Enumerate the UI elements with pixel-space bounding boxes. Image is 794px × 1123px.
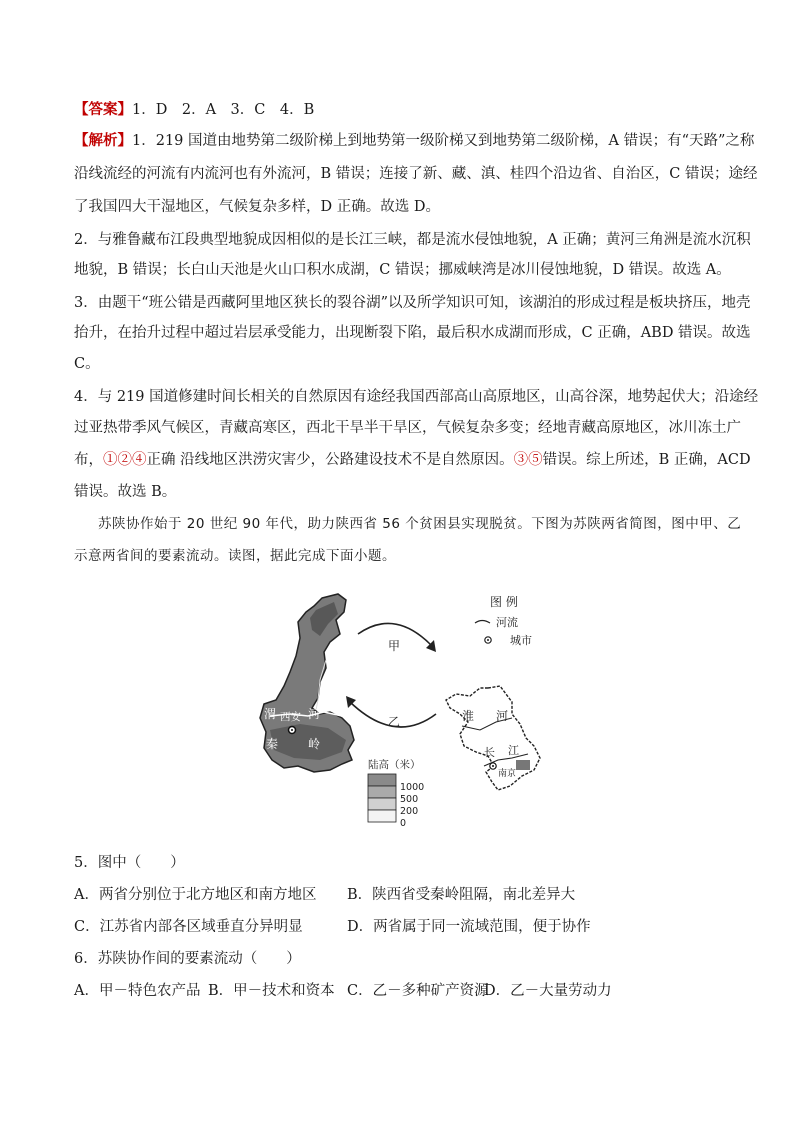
q6-option-a: A．甲－特色农产品 (74, 983, 201, 999)
elev-band-0 (368, 810, 396, 822)
nanjing-label: 南京 (498, 769, 517, 779)
he-label-1: 河 (308, 707, 321, 721)
analysis-tag: 【解析】 (74, 132, 132, 149)
analysis-line-3: 了我国四大干湿地区，气候复杂多样，D 正确。故选 D。 (74, 199, 440, 215)
analysis-line-12: 错误。故选 B。 (74, 484, 177, 500)
legend-river-symbol (475, 621, 490, 624)
q6-stem: 6．苏陕协作间的要素流动（ ） (74, 951, 301, 967)
answer-tag: 【答案】 (74, 101, 132, 118)
analysis-line-5: 地貌，B 错误；长白山天池是火山口积水成湖，C 错误；挪威峡湾是冰川侵蚀地貌，D 错误。故选 A。 (74, 262, 731, 278)
wei-label: 渭 (264, 707, 277, 721)
answer-text: 1．D 2．A 3．C 4．B (132, 102, 315, 118)
legend-river-label: 河流 (496, 616, 518, 629)
answer-line (74, 99, 724, 121)
intro-line-1: 苏陕协作始于 20 世纪 90 年代，助力陕西省 56 个贫困县实现脱贫。下图为苏陕两省简图，图中甲、乙 (98, 516, 742, 532)
qin-label: 秦 (266, 737, 279, 751)
q5-option-c: C．江苏省内部各区域垂直分异明显 (74, 919, 303, 935)
huai-label: 淮 (462, 709, 475, 723)
elev-tick-200: 200 (400, 806, 419, 817)
q5-option-d: D．两省属于同一流域范围，便于协作 (347, 919, 591, 935)
line11-pre: 布， (74, 452, 103, 468)
yi-label: 乙 (388, 715, 401, 729)
analysis-text-1: 1．219 国道由地势第二级阶梯上到地势第一级阶梯又到地势第二级阶梯，A 错误；有“天路”之称 (132, 133, 755, 149)
su-shaan-map (250, 590, 550, 840)
elev-tick-500: 500 (400, 794, 419, 805)
analysis-line-7: 抬升，在抬升过程中超过岩层承受能力，出现断裂下陷，最后积水成湖而形成，C 正确，ABD 错误。故选 (74, 325, 751, 341)
line11-mid: 正确 沿线地区洪涝灾害少，公路建设技术不是自然原因。 (146, 452, 514, 468)
elev-tick-1000: 1000 (400, 782, 425, 793)
analysis-line-8: C。 (74, 356, 100, 372)
q6-option-b: B．甲－技术和资本 (208, 983, 335, 999)
analysis-line-1 (74, 130, 755, 152)
xian-label: 西安 (280, 711, 301, 723)
chang-label: 长 (484, 746, 495, 759)
analysis-line-10: 过亚热带季风气候区，青藏高寒区，西北干旱半干旱区，气候复杂多变；经地青藏高原地区，冰川冻土广 (74, 420, 741, 436)
elev-band-1000 (368, 774, 396, 786)
q5-option-b: B．陕西省受秦岭阻隔，南北差异大 (347, 887, 576, 903)
legend-city-label: 城市 (510, 634, 532, 647)
elev-tick-0: 0 (400, 818, 407, 829)
jiang-label: 江 (508, 744, 519, 757)
analysis-line-9: 4．与 219 国道修建时间长相关的自然原因有途经我国西部高山高原地区，山高谷深，地势起伏大；沿途经 (74, 389, 759, 405)
q5-option-a: A．两省分别位于北方地区和南方地区 (74, 887, 317, 903)
line11-post: 错误。综上所述，B 正确，ACD (542, 452, 751, 468)
he-label-2: 河 (496, 709, 509, 723)
analysis-line-6: 3．由题干“班公错是西藏阿里地区狭长的裂谷湖”以及所学知识可知，该湖泊的形成过程是板块挤压，地壳 (74, 295, 751, 311)
jia-label: 甲 (388, 639, 401, 653)
q6-option-d: D．乙－大量劳动力 (484, 983, 612, 999)
elev-band-500 (368, 786, 396, 798)
q6-option-c: C．乙－多种矿产资源 (347, 983, 489, 999)
circled-numbers-correct: ①②④ (103, 452, 147, 468)
ling-label: 岭 (308, 737, 321, 751)
analysis-line-11 (74, 449, 751, 471)
jiangsu-province (446, 686, 540, 790)
shanghai-area (516, 760, 530, 770)
analysis-line-4: 2．与雅鲁藏布江段典型地貌成因相似的是长江三峡，都是流水侵蚀地貌，A 正确；黄河三角洲是流水沉积 (74, 232, 751, 248)
legend-title: 图 例 (490, 595, 518, 609)
q5-stem: 5．图中（ ） (74, 855, 185, 871)
analysis-line-2: 沿线流经的河流有内流河也有外流河，B 错误；连接了新、藏、滇、桂四个沿边省、自治区，C 错误；途经 (74, 166, 758, 182)
elevation-title: 陆高（米） (368, 759, 421, 771)
elev-band-200 (368, 798, 396, 810)
circled-numbers-wrong: ③⑤ (513, 452, 543, 468)
intro-line-2: 示意两省间的要素流动。读图，据此完成下面小题。 (74, 548, 396, 564)
